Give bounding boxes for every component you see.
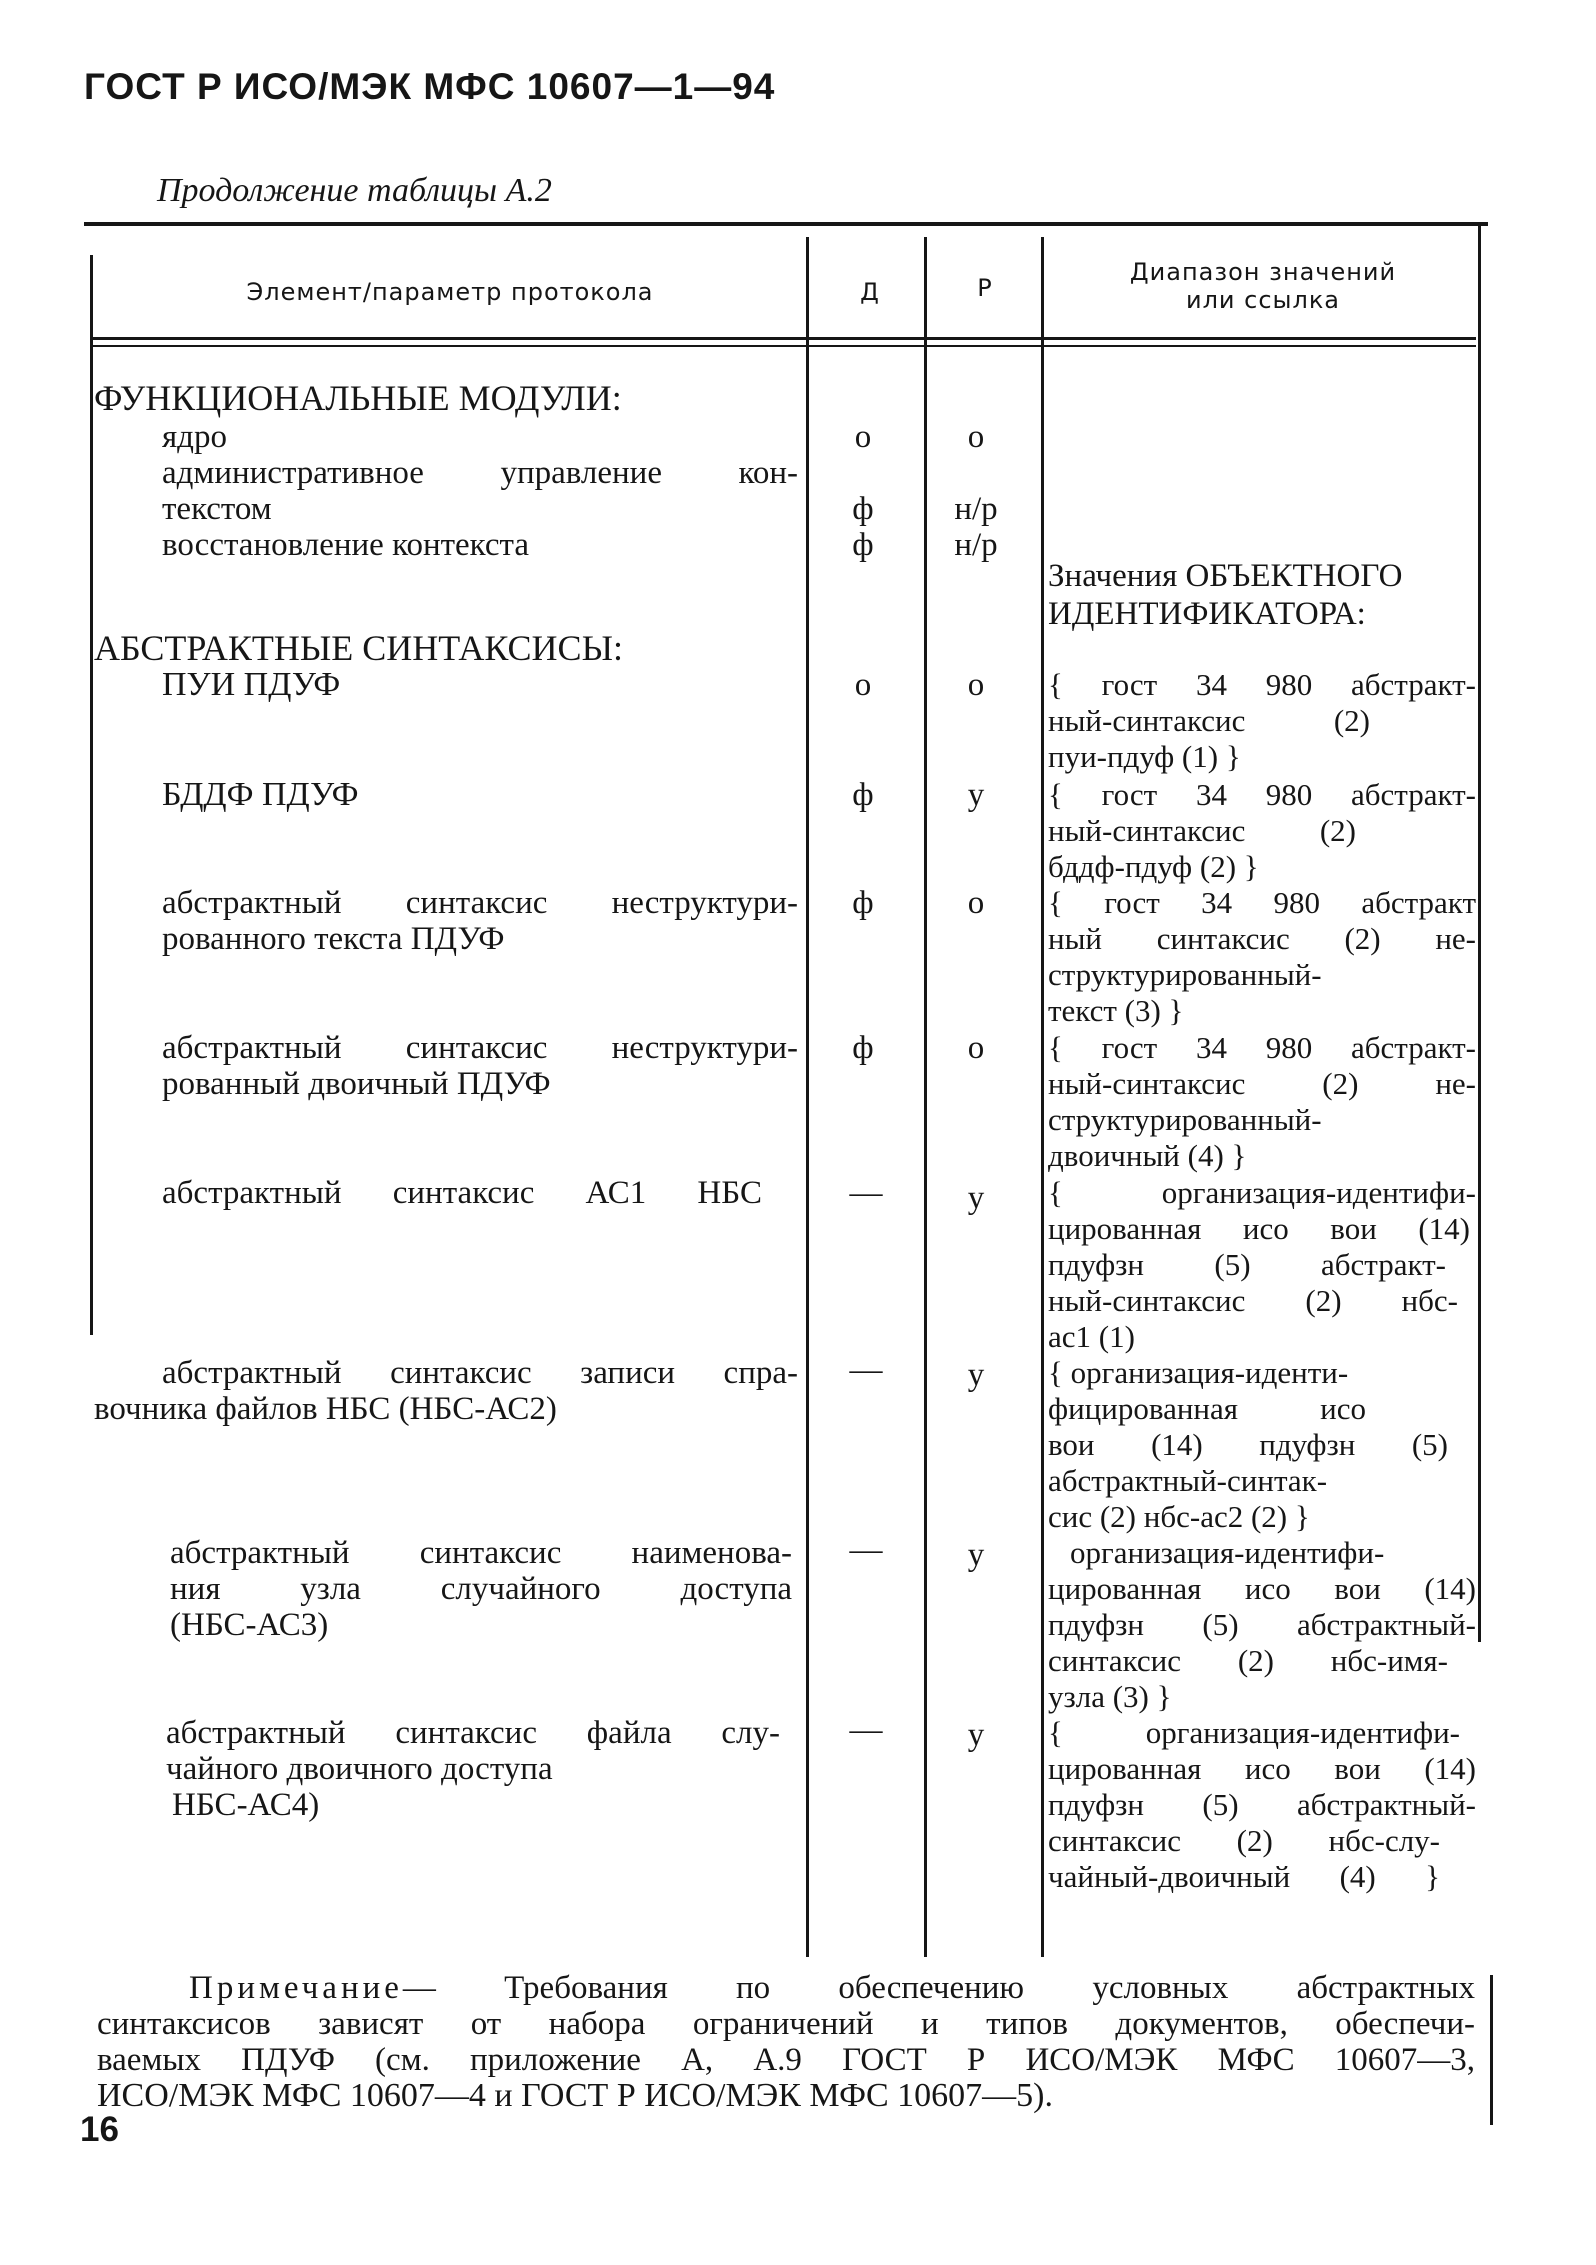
ref-line: пдуфзн (5) абстрактный- (1048, 1787, 1476, 1822)
row-ref-as3 (1048, 1535, 1476, 1715)
row-name-line: чайного двоичного доступа (166, 1751, 553, 1787)
row-d-context-restore: ф (852, 527, 874, 563)
column-rule-2 (924, 237, 927, 1957)
table-left-rule (90, 255, 93, 1335)
ref-line: цированная исо вои (14) (1048, 1751, 1476, 1786)
section-heading-functional-modules: ФУНКЦИОНАЛЬНЫЕ МОДУЛИ: (94, 378, 622, 418)
ref-line: ный-синтаксис (2) не- (1048, 1066, 1476, 1101)
column-header-range-line2: или ссылка (1185, 286, 1341, 314)
note-line-4: ИСО/МЭК МФС 10607—4 и ГОСТ Р ИСО/МЭК МФС 10607—5). (97, 2077, 1053, 2114)
row-name-line: абстрактный синтаксис неструктури- (162, 885, 798, 921)
row-ref-bddf (1048, 777, 1476, 885)
ref-line: структурированный- (1048, 1102, 1322, 1137)
note-line-1 (97, 1970, 1475, 2006)
ref-line: чайный-двоичный (4) } (1048, 1859, 1440, 1894)
section-heading-abstract-syntaxes: АБСТРАКТНЫЕ СИНТАКСИСЫ: (94, 628, 623, 668)
row-name-as3 (170, 1535, 792, 1643)
note-label: Примечание (189, 1970, 403, 2006)
ref-line: ный синтаксис (2) не- (1048, 921, 1476, 956)
row-ref-unstructured-binary (1048, 1030, 1476, 1174)
ref-line: { организация-идентифи- (1048, 1175, 1476, 1210)
row-name-as4 (166, 1715, 780, 1823)
column-header-range (1048, 258, 1478, 314)
ref-line: { гост 34 980 абстракт- (1048, 667, 1476, 702)
row-r-context-restore: н/р (954, 527, 998, 563)
ref-line: узла (3) } (1048, 1679, 1172, 1714)
ref-line: текст (3) } (1048, 993, 1184, 1028)
oid-heading-line1: Значения ОБЪЕКТНОГО (1048, 558, 1403, 594)
row-ref-pui (1048, 667, 1476, 775)
ref-line: структурированный- (1048, 957, 1322, 992)
row-name-as2 (94, 1355, 798, 1427)
ref-line: абстрактный-синтак- (1048, 1463, 1328, 1498)
ref-line: ас1 (1) (1048, 1319, 1135, 1354)
ref-line: фицированная исо (1048, 1391, 1366, 1426)
ref-line: цированная исо вои (14) (1048, 1571, 1476, 1606)
column-header-range-line1: Диапазон значений (1129, 258, 1397, 286)
ref-line: двоичный (4) } (1048, 1138, 1247, 1173)
header-separator-rule (92, 337, 1476, 340)
ref-line: пдуфзн (5) абстракт- (1048, 1247, 1446, 1282)
row-name-core: ядро (162, 419, 227, 455)
row-d-core: о (854, 419, 872, 455)
column-header-element: Элемент/параметр протокола (246, 278, 654, 306)
row-name-pui: ПУИ ПДУФ (162, 666, 341, 703)
row-d-unstructured-text: ф (852, 885, 874, 921)
ref-line: { гост 34 980 абстракт- (1048, 1030, 1476, 1065)
row-d-bddf: ф (852, 777, 874, 813)
ref-line: { организация-иденти- (1048, 1355, 1349, 1390)
ref-line: { организация-идентифи- (1048, 1715, 1460, 1750)
table-right-rule (1478, 222, 1481, 1642)
table-continuation-caption: Продолжение таблицы А.2 (157, 172, 552, 209)
note-line-2: синтаксисов зависят от набора ограничений и типов документов, обеспечи- (97, 2006, 1475, 2042)
page-number: 16 (80, 2110, 119, 2149)
row-r-as1-nbs: у (967, 1180, 985, 1216)
ref-line: бддф-пдуф (2) } (1048, 849, 1259, 884)
ref-line: ный-синтаксис (2) нбс- (1048, 1283, 1458, 1318)
table-note (97, 1970, 1475, 2114)
ref-line: сис (2) нбс-ас2 (2) } (1048, 1499, 1310, 1534)
row-ref-as1-nbs (1048, 1175, 1476, 1355)
row-r-as2: у (967, 1357, 985, 1393)
row-d-context-mgmt: ф (852, 491, 874, 527)
column-header-d: Д (860, 278, 880, 306)
row-d-as2: — (849, 1352, 883, 1388)
ref-line: синтаксис (2) нбс-слу- (1048, 1823, 1440, 1858)
row-ref-as2 (1048, 1355, 1476, 1535)
row-name-bddf: БДДФ ПДУФ (162, 776, 359, 813)
table-top-rule (84, 222, 1488, 226)
row-r-as4: у (967, 1717, 985, 1753)
ref-line: { гост 34 980 абстракт- (1048, 777, 1476, 812)
note-line-3: ваемых ПДУФ (см. приложение А, А.9 ГОСТ Р ИСО/МЭК МФС 10607—3, (97, 2042, 1475, 2078)
row-name-context-mgmt-line1: административное управление кон- (162, 455, 798, 491)
row-d-pui: о (854, 667, 872, 703)
ref-line: организация-идентифи- (1070, 1535, 1385, 1570)
ref-line: пуи-пдуф (1) } (1048, 739, 1241, 774)
row-ref-unstructured-text (1048, 885, 1476, 1029)
row-name-line: рованный двоичный ПДУФ (162, 1066, 551, 1102)
row-name-line: НБС-АС4) (172, 1787, 320, 1823)
row-name-line: абстрактный синтаксис наименова- (170, 1535, 792, 1571)
row-name-line: абстрактный синтаксис записи спра- (162, 1355, 798, 1391)
header-separator-rule-2 (92, 345, 1476, 347)
row-name-line: абстрактный синтаксис неструктури- (162, 1030, 798, 1066)
row-name-line: абстрактный синтаксис файла слу- (166, 1715, 780, 1751)
ref-line: цированная исо вои (14) (1048, 1211, 1470, 1246)
ref-line: вои (14) пдуфзн (5) (1048, 1427, 1448, 1462)
column-header-r: Р (977, 274, 993, 302)
row-r-core: о (967, 419, 985, 455)
row-name-line: вочника файлов НБС (НБС-АС2) (94, 1391, 557, 1427)
column-rule-3 (1041, 237, 1044, 1957)
row-d-unstructured-binary: ф (852, 1030, 874, 1066)
oid-heading-line2: ИДЕНТИФИКАТОРА: (1048, 596, 1366, 632)
row-name-unstructured-text (162, 885, 798, 957)
row-r-pui: о (967, 667, 985, 703)
row-r-context-mgmt: н/р (954, 491, 998, 527)
row-name-line: ния узла случайного доступа (170, 1571, 792, 1607)
row-d-as3: — (849, 1532, 883, 1568)
ref-line: пдуфзн (5) абстрактный- (1048, 1607, 1476, 1642)
standard-code: ГОСТ Р ИСО/МЭК МФС 10607—1—94 (84, 66, 776, 107)
row-name-as1-nbs: абстрактный синтаксис АС1 НБС (162, 1175, 762, 1211)
column-rule-1 (806, 237, 809, 1957)
row-ref-as4 (1048, 1715, 1476, 1895)
row-name-context-restore: восстановление контекста (162, 527, 529, 563)
row-d-as4: — (849, 1712, 883, 1748)
row-r-unstructured-binary: о (967, 1030, 985, 1066)
row-d-as1-nbs: — (849, 1175, 883, 1211)
row-name-line: рованного текста ПДУФ (162, 921, 505, 957)
row-name-unstructured-binary (162, 1030, 798, 1102)
row-r-as3: у (967, 1537, 985, 1573)
ref-line: { гост 34 980 абстракт (1048, 885, 1476, 920)
ref-line: синтаксис (2) нбс-имя- (1048, 1643, 1448, 1678)
row-r-unstructured-text: о (967, 885, 985, 921)
ref-line: ный-синтаксис (2) (1048, 703, 1370, 738)
row-name-context-mgmt-line2: текстом (162, 491, 272, 527)
row-r-bddf: у (967, 777, 985, 813)
ref-line: ный-синтаксис (2) (1048, 813, 1356, 848)
note-right-rule (1490, 1975, 1493, 2125)
note-text-1: — Требования по обеспечению условных абстрактных (402, 1970, 1475, 2006)
row-name-line: (НБС-АС3) (170, 1607, 329, 1643)
oid-heading (1048, 557, 1402, 633)
